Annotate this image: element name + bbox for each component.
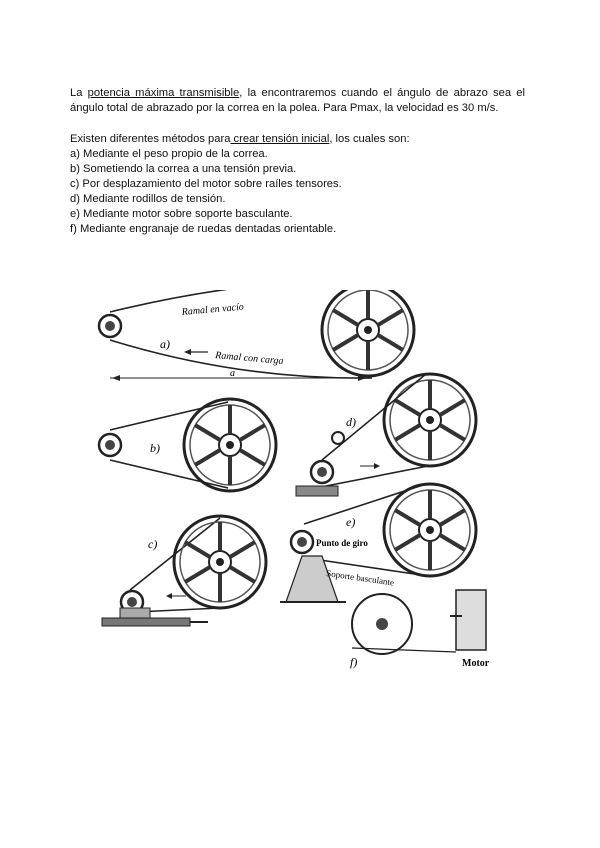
label-letter-a: a): [160, 337, 170, 351]
motor-pulley-icon: [291, 531, 313, 553]
list-item: d) Mediante rodillos de tensión.: [70, 193, 226, 205]
label-letter-e: e): [346, 515, 356, 529]
drawing-f: [350, 590, 490, 669]
text-segment: Existen diferentes métodos para: [70, 133, 231, 145]
motor-body-icon: [456, 590, 486, 650]
tension-roller-icon: [332, 432, 344, 444]
drawing-c: [102, 516, 266, 626]
underlined-term-potencia: potencia máxima transmisible: [87, 87, 240, 99]
motor-pulley-icon: [311, 461, 333, 483]
list-item: c) Por desplazamiento del motor sobre raíles tensores.: [70, 178, 342, 190]
list-item: b) Sometiendo la correa a una tensión previa.: [70, 163, 297, 175]
small-pulley-icon: [99, 315, 121, 337]
label-punto-giro: Punto de giro: [316, 538, 368, 548]
small-pulley-icon: [99, 434, 121, 456]
label-letter-b: b): [150, 441, 160, 455]
label-letter-c: c): [148, 537, 158, 551]
paragraph-potencia: [70, 86, 525, 116]
list-item: a) Mediante el peso propio de la correa.: [70, 148, 268, 160]
belt-tension-figure: [90, 290, 510, 680]
underlined-term-tension: crear tensión inicial: [230, 133, 330, 145]
large-pulley-icon: [384, 484, 476, 576]
drawing-a: [99, 290, 414, 381]
drawing-e: [280, 484, 476, 602]
large-pulley-icon: [184, 399, 276, 491]
label-distance-a: a: [230, 368, 235, 379]
text-segment: La: [70, 87, 88, 99]
large-pulley-icon: [322, 290, 414, 376]
label-soporte-basculante: Soporte basculante: [325, 568, 395, 588]
paragraph-metodos: [70, 132, 525, 237]
text-segment: , los cuales son:: [329, 133, 410, 145]
large-pulley-icon: [174, 516, 266, 608]
label-ramal-carga: Ramal con carga: [214, 350, 284, 367]
methods-list: [70, 147, 525, 237]
list-item: e) Mediante motor sobre soporte basculante.: [70, 208, 293, 220]
label-motor: Motor: [462, 658, 490, 669]
drawing-b: [99, 399, 276, 491]
text-segment: , la encontraremos cuando el ángulo de abrazo sea el ángulo total de abrazado por la correa en la polea. Para Pmax, la velocidad es 30 m/s.: [70, 87, 525, 114]
label-letter-d: d): [346, 415, 356, 429]
drawing-d: [296, 374, 476, 496]
large-pulley-icon: [384, 374, 476, 466]
intro-line: [70, 132, 525, 147]
list-item: f) Mediante engranaje de ruedas dentadas orientable.: [70, 223, 337, 235]
label-ramal-vacio: Ramal en vacío: [181, 301, 245, 318]
label-letter-f: f): [350, 655, 358, 669]
belt-drawings: [90, 290, 510, 680]
tilting-support-icon: [286, 556, 338, 602]
